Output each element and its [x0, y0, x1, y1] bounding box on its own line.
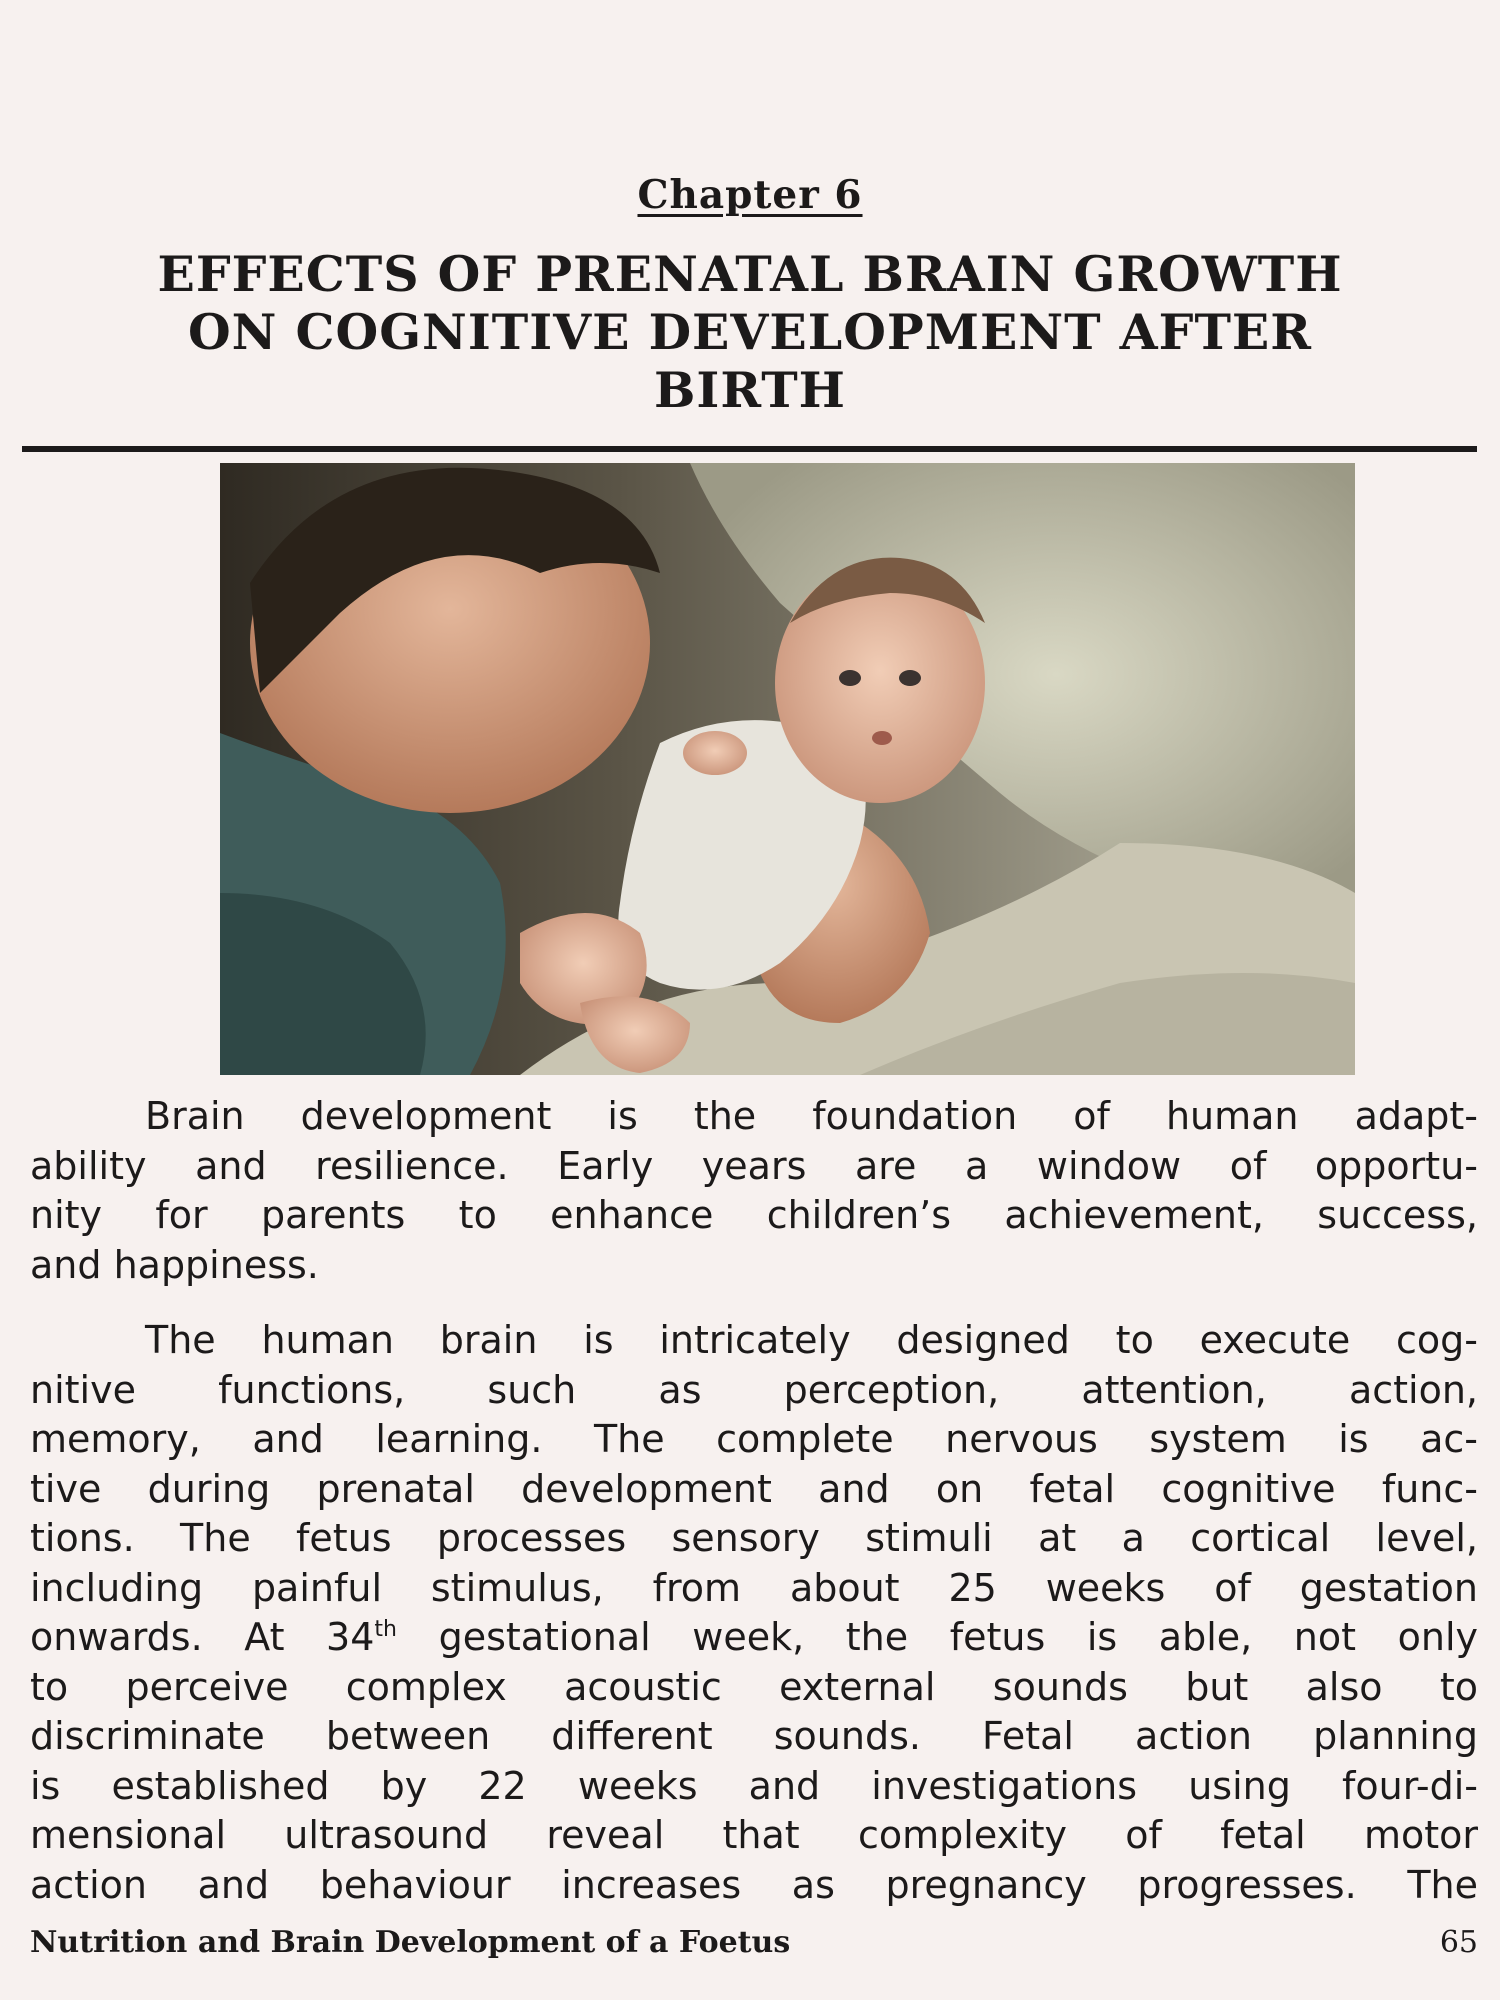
paragraph — [30, 1092, 1478, 1290]
text-line: action and behaviour increases as pregnancy progresses. The — [30, 1862, 1478, 1907]
chapter-label-text: Chapter 6 — [637, 172, 863, 218]
text-line: The human brain is intricately designed to execute cog- — [145, 1318, 1478, 1362]
text-line — [30, 1613, 1478, 1663]
text-line: ability and resilience. Early years are a window of opportu- — [30, 1143, 1478, 1188]
text-line: discriminate between different sounds. Fetal action planning — [30, 1714, 1478, 1758]
text-line: nitive functions, such as perception, attention, action, — [30, 1367, 1478, 1412]
chapter-title-line: BIRTH — [654, 361, 846, 419]
text-line: mensional ultrasound reveal that complexity of fetal motor — [30, 1813, 1478, 1857]
title-divider — [22, 446, 1477, 452]
text-line: and happiness. — [30, 1242, 319, 1287]
text-line: tive during prenatal development and on fetal cognitive func- — [30, 1466, 1478, 1511]
superscript: th — [374, 1617, 397, 1642]
chapter-title-line: ON COGNITIVE DEVELOPMENT AFTER — [187, 303, 1312, 361]
footer-book-title: Nutrition and Brain Development of a Foetus — [30, 1925, 791, 1960]
chapter-title — [20, 245, 1480, 419]
text-line: including painful stimulus, from about 25 weeks of gestation — [30, 1565, 1478, 1610]
text-fragment: gestational week, the fetus is able, not only — [396, 1615, 1478, 1659]
text-line: is established by 22 weeks and investigations using four-di- — [30, 1763, 1478, 1808]
text-fragment: onwards. At 34 — [30, 1615, 375, 1659]
text-line: nity for parents to enhance children’s achievement, success, — [30, 1193, 1478, 1237]
text-line: to perceive complex acoustic external sounds but also to — [30, 1664, 1478, 1709]
chapter-title-line: EFFECTS OF PRENATAL BRAIN GROWTH — [157, 245, 1343, 303]
photo-father-holding-baby-icon — [220, 463, 1355, 1075]
chapter-photo — [220, 463, 1355, 1075]
text-line: memory, and learning. The complete nervous system is ac- — [30, 1417, 1478, 1461]
page-number: 65 — [1439, 1925, 1478, 1960]
paragraph — [30, 1316, 1478, 1910]
text-line: tions. The fetus processes sensory stimuli at a cortical level, — [30, 1516, 1478, 1560]
text-line: Brain development is the foundation of human adapt- — [145, 1094, 1478, 1138]
body-text — [30, 1092, 1478, 1910]
chapter-label — [0, 172, 1500, 218]
